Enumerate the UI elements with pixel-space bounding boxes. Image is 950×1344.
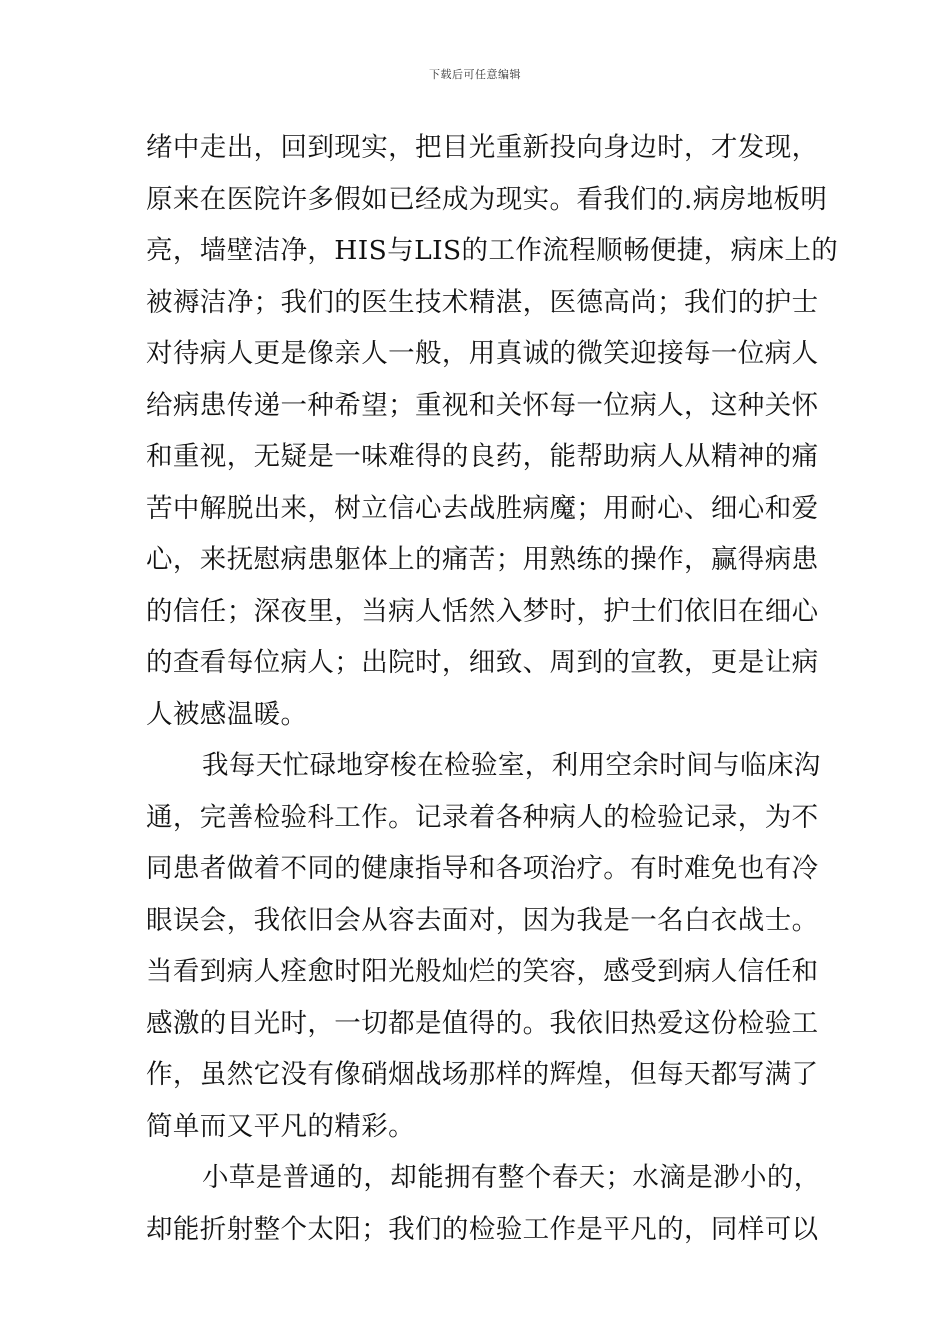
text-line: 我每天忙碌地穿梭在检验室，利用空余时间与临床沟 [202,750,821,781]
text-line: 给病患传递一种希望；重视和关怀每一位病人，这种关怀 [146,389,819,421]
text-line: 的信任；深夜里，当病人恬然入梦时，护士们依旧在细心 [146,595,819,627]
text-line: 对待病人更是像亲人一般，用真诚的微笑迎接每一位病人 [146,338,819,369]
document-body [146,132,839,1266]
text-line: 作，虽然它没有像硝烟战场那样的辉煌，但每天都写满了 [146,1059,819,1090]
text-line: 同患者做着不同的健康指导和各项治疗。有时难免也有冷 [146,853,819,884]
text-line: 原来在医院许多假如已经成为现实。看我们的.病房地板明 [146,183,828,215]
paragraph-2 [146,750,821,1163]
text-line: 却能折射整个太阳；我们的检验工作是平凡的，同样可以 [146,1213,819,1245]
text-line: 人被感温暖。 [146,698,308,730]
text-line: 苦中解脱出来，树立信心去战胜病魔；用耐心、细心和爱 [146,492,819,524]
text-line: 绪中走出，回到现实，把目光重新投向身边时，才发现， [146,132,819,163]
text-line: 眼误会，我依旧会从容去面对，因为我是一名白衣战士。 [146,904,819,936]
text-line: 亮，墙壁洁净，HIS与LIS的工作流程顺畅便捷，病床上的 [146,235,839,266]
text-line: 当看到病人痊愈时阳光般灿烂的笑容，感受到病人信任和 [146,956,819,987]
paragraph-1 [146,132,839,751]
text-line: 感激的目光时，一切都是值得的。我依旧热爱这份检验工 [146,1007,819,1039]
text-line: 被褥洁净；我们的医生技术精湛，医德高尚；我们的护士 [146,286,819,318]
page-header: 下载后可任意编辑 [429,68,521,81]
text-line: 通，完善检验科工作。记录着各种病人的检验记录，为不 [146,801,819,833]
text-line: 小草是普通的，却能拥有整个春天；水滴是渺小的， [202,1162,821,1193]
paragraph-3 [146,1162,821,1266]
text-line: 的查看每位病人；出院时，细致、周到的宣教，更是让病 [146,647,819,678]
text-line: 心，来抚慰病患躯体上的痛苦；用熟练的操作，赢得病患 [146,544,819,575]
text-line: 简单而又平凡的精彩。 [146,1110,415,1142]
text-line: 和重视，无疑是一味难得的良药，能帮助病人从精神的痛 [146,441,819,472]
